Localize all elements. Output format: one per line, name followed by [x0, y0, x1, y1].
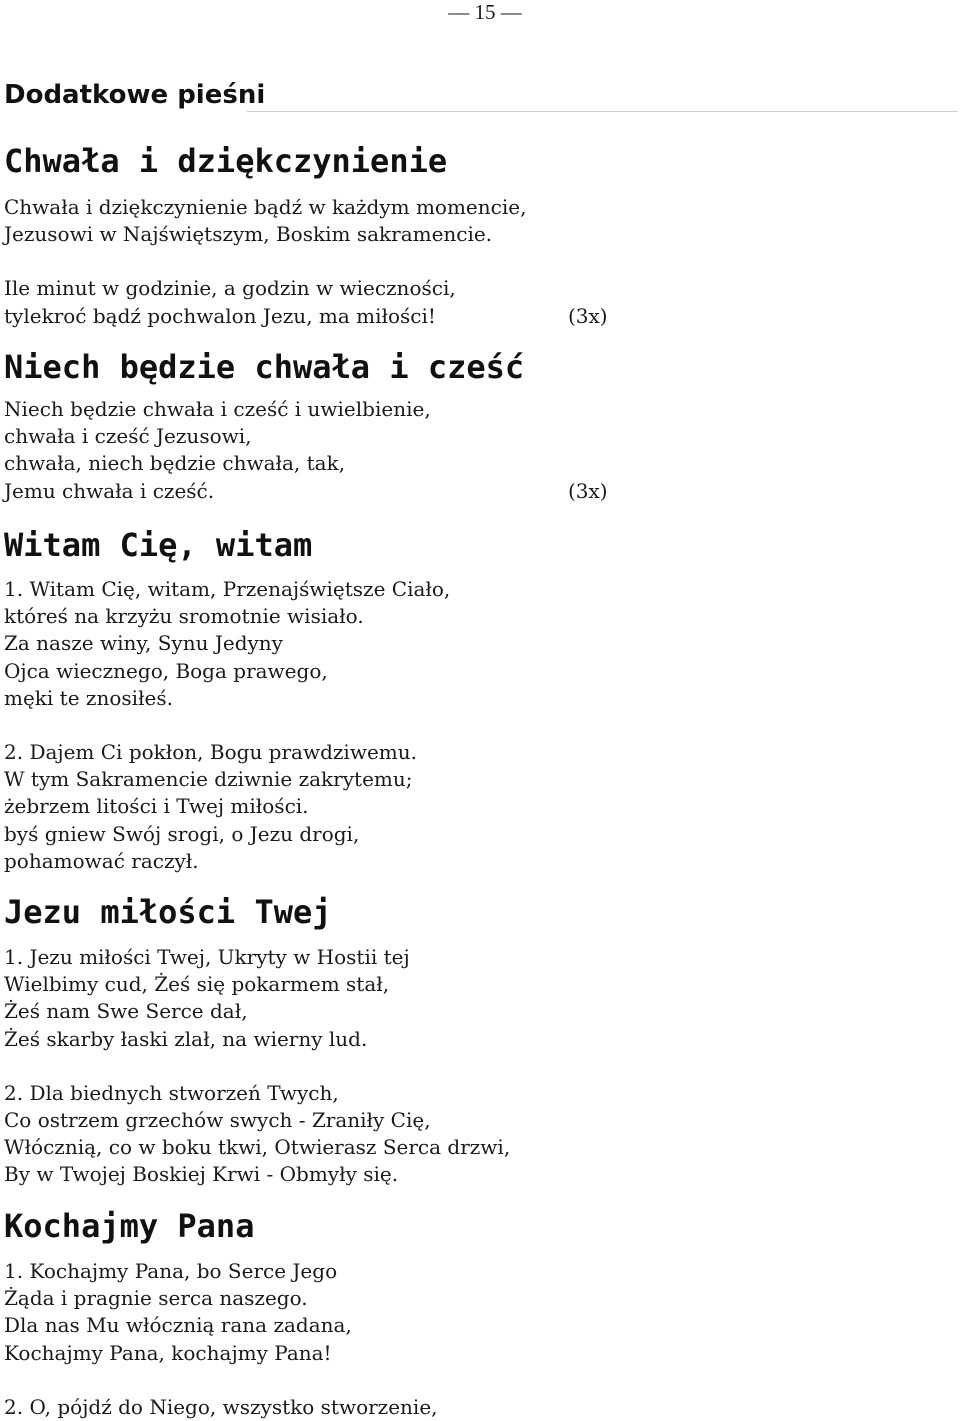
song-title: Niech będzie chwała i cześć [4, 348, 525, 386]
song-jezu-milosci [4, 892, 724, 1189]
song-line: chwała, niech będzie chwała, tak, [4, 451, 346, 476]
song-line: któreś na krzyżu sromotnie wisiało. [4, 604, 364, 629]
song-line: męki te znosiłeś. [4, 685, 173, 710]
song-line: Wielbimy cud, Żeś się pokarmem stał, [4, 972, 390, 997]
song-line: Za nasze winy, Synu Jedyny [4, 631, 283, 656]
song-title: Witam Cię, witam [4, 526, 313, 564]
song-line: 2. Dajem Ci pokłon, Bogu prawdziwemu. [4, 740, 417, 765]
song-line: Kochajmy Pana, kochajmy Pana! [4, 1340, 332, 1365]
song-line: Niech będzie chwała i cześć i uwielbienie, [4, 397, 431, 421]
song-line: Żąda i pragnie serca naszego. [4, 1286, 308, 1311]
song-line: Jezusowi w Najświętszym, Boskim sakramencie. [4, 222, 493, 247]
song-line: W tym Sakramencie dziwnie zakrytemu; [4, 767, 413, 792]
song-line: 1. Jezu miłości Twej, Ukryty w Hostii tej [4, 945, 410, 969]
song-kochajmy-pana [4, 1206, 724, 1421]
song-line: Ojca wiecznego, Boga prawego, [4, 658, 328, 683]
section-divider [247, 111, 958, 112]
repeat-marker: (3x) [568, 304, 608, 328]
song-witam [4, 525, 724, 875]
song-line: Ile minut w godzinie, a godzin w wieczności, [4, 276, 456, 301]
song-line: Dla nas Mu włócznią rana zadana, [4, 1313, 352, 1338]
song-line: Chwała i dziękczynienie bądź w każdym momencie, [4, 195, 527, 219]
song-line: 1. Witam Cię, witam, Przenajświętsze Ciało, [4, 577, 451, 601]
song-title: Jezu miłości Twej [4, 893, 332, 931]
song-line: pohamować raczył. [4, 848, 199, 873]
song-line: Żeś skarby łaski zlał, na wierny lud. [4, 1026, 368, 1051]
song-chwala [4, 141, 724, 330]
song-line: tylekroć bądź pochwalon Jezu, ma miłości! [4, 303, 436, 328]
song-line: 2. O, pójdź do Niego, wszystko stworzenie, [4, 1394, 438, 1419]
song-line: Jemu chwała i cześć. [4, 478, 215, 503]
repeat-marker: (3x) [568, 479, 608, 503]
song-line: byś gniew Swój srogi, o Jezu drogi, [4, 821, 360, 846]
song-line: chwała i cześć Jezusowi, [4, 424, 252, 449]
page-number: — 15 — [448, 0, 522, 24]
song-line: 2. Dla biednych stworzeń Twych, [4, 1080, 339, 1105]
song-line: Żeś nam Swe Serce dał, [4, 999, 248, 1024]
song-line: By w Twojej Boskiej Krwi - Obmyły się. [4, 1162, 399, 1187]
song-line: żebrzem litości i Twej miłości. [4, 794, 309, 819]
song-line: Co ostrzem grzechów swych - Zraniły Cię, [4, 1108, 431, 1133]
song-title: Chwała i dziękczynienie [4, 142, 448, 180]
song-niech-bedzie [4, 347, 724, 505]
section-title: Dodatkowe pieśni [4, 80, 266, 110]
song-line: Włócznią, co w boku tkwi, Otwierasz Serca drzwi, [4, 1135, 511, 1160]
song-line: 1. Kochajmy Pana, bo Serce Jego [4, 1259, 338, 1283]
song-title: Kochajmy Pana [4, 1207, 255, 1245]
